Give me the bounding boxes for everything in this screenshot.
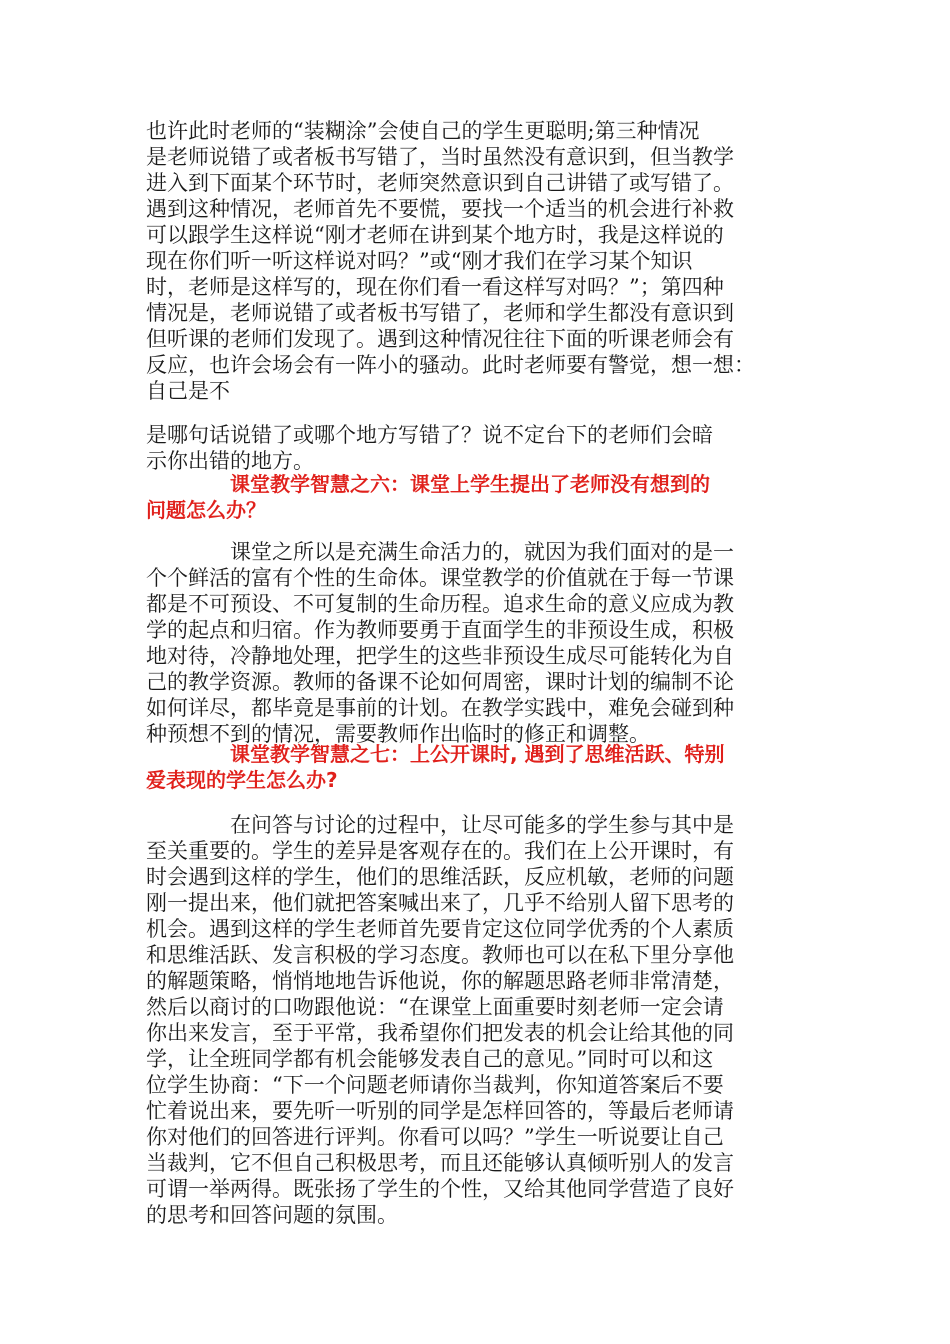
text-line: 也许此时老师的“装糊涂”会使自己的学生更聪明;第三种情况 [146, 119, 700, 143]
text-line: 忙着说出来，要先听一听别的同学是怎样回答的，等最后老师请 [146, 1099, 734, 1123]
text-line: 爱表现的学生怎么办? [146, 768, 338, 792]
text-line: 可以跟学生这样说“刚才老师在讲到某个地方时，我是这样说的 [146, 223, 724, 247]
text-line: 你对他们的回答进行评判。你看可以吗？”学生一听说要让自己 [146, 1125, 724, 1149]
text-line: 刚一提出来，他们就把答案喊出来了，几乎不给别人留下思考的 [146, 891, 734, 915]
paragraph-section-six [146, 539, 806, 747]
text-line: 当裁判，它不但自己积极思考，而且还能够认真倾听别人的发言 [146, 1151, 734, 1175]
text-line: 己的教学资源。教师的备课不论如何周密，课时计划的编制不论 [146, 670, 734, 694]
paragraph-section-seven [146, 812, 806, 1228]
text-line: 在问答与讨论的过程中，让尽可能多的学生参与其中是 [230, 813, 734, 837]
text-line: 种预想不到的情况，需要教师作出临时的修正和调整。 [146, 722, 650, 746]
text-line: 课堂之所以是充满生命活力的，就因为我们面对的是一 [230, 540, 734, 564]
text-line: 然后以商讨的口吻跟他说：“在课堂上面重要时刻老师一定会请 [146, 995, 724, 1019]
text-line: 进入到下面某个环节时，老师突然意识到自己讲错了或写错了。 [146, 171, 734, 195]
text-line: 至关重要的。学生的差异是客观存在的。我们在上公开课时，有 [146, 839, 734, 863]
paragraph-continued [146, 118, 806, 404]
text-line: 位学生协商：“下一个问题老师请你当裁判，你知道答案后不要 [146, 1073, 724, 1097]
paragraph-continuation [146, 422, 806, 474]
text-line: 机会。遇到这样的学生老师首先要肯定这位同学优秀的个人素质 [146, 917, 734, 941]
text-line: 你出来发言，至于平常，我希望你们把发表的机会让给其他的同 [146, 1021, 734, 1045]
text-line: 课堂教学智慧之六：课堂上学生提出了老师没有想到的 [230, 472, 710, 496]
text-line: 自己是不 [146, 379, 230, 403]
text-line: 地对待，冷静地处理，把学生的这些非预设生成尽可能转化为自 [146, 644, 734, 668]
section-heading-seven [146, 741, 806, 793]
text-line: 反应，也许会场会有一阵小的骚动。此时老师要有警觉，想一想： [146, 353, 755, 377]
text-line: 情况是，老师说错了或者板书写错了，老师和学生都没有意识到 [146, 301, 734, 325]
text-line: 学，让全班同学都有机会能够发表自己的意见。”同时可以和这 [146, 1047, 714, 1071]
text-line: 遇到这种情况，老师首先不要慌，要找一个适当的机会进行补救 [146, 197, 734, 221]
text-line: 课堂教学智慧之七：上公开课时, 遇到了思维活跃、特别 [230, 742, 725, 766]
text-line: 个个鲜活的富有个性的生命体。课堂教学的价值就在于每一节课 [146, 566, 734, 590]
text-line: 示你出错的地方。 [146, 449, 314, 473]
text-line: 是老师说错了或者板书写错了，当时虽然没有意识到，但当教学 [146, 145, 734, 169]
text-line: 是哪句话说错了或哪个地方写错了？说不定台下的老师们会暗 [146, 423, 713, 447]
text-line: 可谓一举两得。既张扬了学生的个性，又给其他同学营造了良好 [146, 1177, 734, 1201]
text-line: 现在你们听一听这样说对吗？”或“刚才我们在学习某个知识 [146, 249, 693, 273]
text-line: 学的起点和归宿。作为教师要勇于直面学生的非预设生成，积极 [146, 618, 734, 642]
text-line: 问题怎么办？ [146, 498, 266, 522]
section-heading-six [146, 471, 806, 523]
text-line: 都是不可预设、不可复制的生命历程。追求生命的意义应成为教 [146, 592, 734, 616]
text-line: 如何详尽，都毕竟是事前的计划。在教学实践中，难免会碰到种 [146, 696, 734, 720]
text-line: 和思维活跃、发言积极的学习态度。教师也可以在私下里分享他 [146, 943, 734, 967]
text-line: 的思考和回答问题的氛围。 [146, 1203, 398, 1227]
text-line: 时，老师是这样写的，现在你们看一看这样写对吗？”；第四种 [146, 275, 724, 299]
text-line: 的解题策略，悄悄地地告诉他说，你的解题思路老师非常清楚， [146, 969, 734, 993]
text-line: 时会遇到这样的学生，他们的思维活跃，反应机敏，老师的问题 [146, 865, 734, 889]
text-line: 但听课的老师们发现了。遇到这种情况往往下面的听课老师会有 [146, 327, 734, 351]
